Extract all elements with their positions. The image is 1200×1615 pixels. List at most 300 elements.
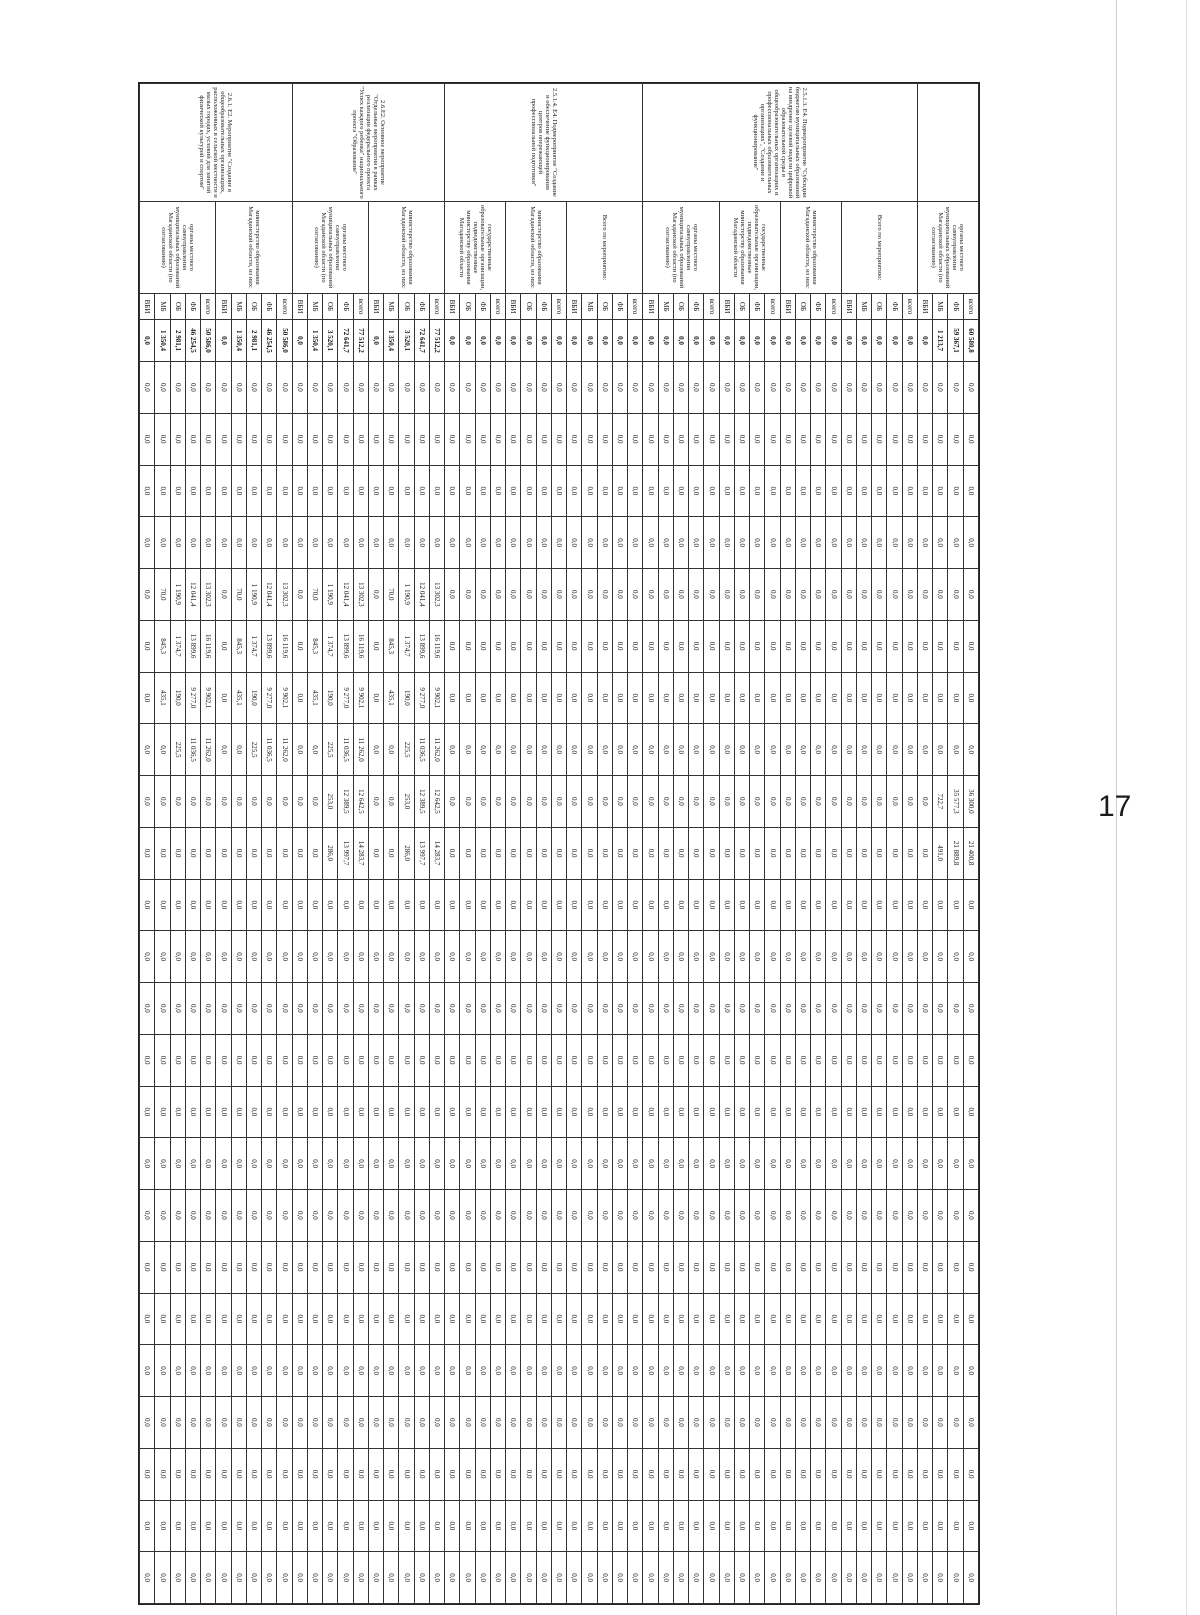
value-cell: 0,0: [414, 465, 429, 517]
value-cell: 845,3: [384, 620, 399, 672]
value-cell: 0,0: [719, 1552, 734, 1604]
value-cell: 0,0: [369, 672, 384, 724]
source-cell: ФБ: [186, 294, 201, 320]
value-cell: 0,0: [826, 827, 841, 879]
total-cell: 0,0: [567, 320, 582, 362]
value-cell: 0,0: [689, 1397, 704, 1449]
value-cell: 0,0: [613, 672, 628, 724]
value-cell: 0,0: [308, 1397, 323, 1449]
value-cell: 0,0: [430, 465, 445, 517]
value-cell: 0,0: [887, 983, 902, 1035]
value-cell: 0,0: [170, 465, 185, 517]
value-cell: 0,0: [460, 620, 475, 672]
total-cell: 0,0: [704, 320, 719, 362]
value-cell: 0,0: [796, 827, 811, 879]
value-cell: 0,0: [155, 931, 170, 983]
value-cell: 0,0: [460, 1552, 475, 1604]
value-cell: 0,0: [338, 413, 353, 465]
value-cell: 0,0: [689, 1086, 704, 1138]
value-cell: 0,0: [902, 1190, 917, 1242]
value-cell: 0,0: [552, 569, 567, 621]
value-cell: 0,0: [780, 1086, 795, 1138]
value-cell: 0,0: [308, 1552, 323, 1604]
value-cell: 0,0: [826, 362, 841, 414]
value-cell: 11 262,0: [201, 724, 216, 776]
value-cell: 0,0: [658, 1397, 673, 1449]
value-cell: 0,0: [338, 1500, 353, 1552]
value-cell: 0,0: [963, 983, 978, 1035]
value-cell: 0,0: [811, 879, 826, 931]
activity-cell: 2.5.1.3. Е4. Подмероприятие "Субсидии бюджетам муниципальных образований на внедрение целевой модели цифровой образовательной среды в общеобразовательных организациях и профессиональных образовательных организациях", "Создание и функционирование": [643, 84, 918, 202]
value-cell: 0,0: [658, 517, 673, 569]
value-cell: 0,0: [292, 517, 307, 569]
value-cell: 0,0: [796, 569, 811, 621]
source-cell: МБ: [857, 294, 872, 320]
value-cell: 0,0: [963, 879, 978, 931]
value-cell: 0,0: [887, 413, 902, 465]
value-cell: 0,0: [521, 413, 536, 465]
value-cell: 0,0: [872, 1293, 887, 1345]
value-cell: 0,0: [597, 517, 612, 569]
value-cell: 0,0: [872, 1552, 887, 1604]
value-cell: 0,0: [750, 1345, 765, 1397]
value-cell: 0,0: [247, 1397, 262, 1449]
value-cell: 0,0: [841, 569, 856, 621]
table-row: [140, 84, 156, 1604]
value-cell: 0,0: [765, 672, 780, 724]
value-cell: 0,0: [155, 983, 170, 1035]
value-cell: 0,0: [491, 1034, 506, 1086]
value-cell: 0,0: [491, 1086, 506, 1138]
value-cell: 0,0: [963, 1034, 978, 1086]
value-cell: 0,0: [780, 1190, 795, 1242]
value-cell: 9 902,1: [277, 672, 292, 724]
value-cell: 0,0: [887, 362, 902, 414]
value-cell: 0,0: [308, 413, 323, 465]
value-cell: 0,0: [841, 362, 856, 414]
value-cell: 0,0: [780, 1448, 795, 1500]
value-cell: 0,0: [491, 1138, 506, 1190]
value-cell: 0,0: [597, 776, 612, 828]
value-cell: 0,0: [460, 1190, 475, 1242]
value-cell: 0,0: [552, 1397, 567, 1449]
value-cell: 0,0: [201, 1345, 216, 1397]
value-cell: 0,0: [308, 776, 323, 828]
value-cell: 0,0: [704, 413, 719, 465]
table-row: [521, 84, 536, 1604]
total-cell: 3 520,1: [399, 320, 414, 362]
value-cell: 0,0: [643, 362, 658, 414]
value-cell: 0,0: [506, 1500, 521, 1552]
value-cell: 0,0: [430, 1345, 445, 1397]
value-cell: 0,0: [369, 1552, 384, 1604]
value-cell: 0,0: [353, 1293, 368, 1345]
table-row: [963, 84, 978, 1604]
value-cell: 0,0: [841, 983, 856, 1035]
value-cell: 0,0: [933, 1034, 948, 1086]
value-cell: 11 262,0: [430, 724, 445, 776]
source-cell: ВБИ: [369, 294, 384, 320]
value-cell: 0,0: [262, 1293, 277, 1345]
value-cell: 0,0: [780, 931, 795, 983]
value-cell: 0,0: [765, 724, 780, 776]
value-cell: 0,0: [796, 1552, 811, 1604]
value-cell: 0,0: [567, 1086, 582, 1138]
value-cell: 0,0: [735, 931, 750, 983]
value-cell: 0,0: [369, 1448, 384, 1500]
value-cell: 0,0: [521, 1397, 536, 1449]
table-row: [811, 84, 826, 1604]
value-cell: 0,0: [292, 620, 307, 672]
value-cell: 0,0: [780, 569, 795, 621]
value-cell: 0,0: [704, 1500, 719, 1552]
value-cell: 0,0: [384, 1500, 399, 1552]
value-cell: 0,0: [613, 1293, 628, 1345]
value-cell: 0,0: [567, 879, 582, 931]
value-cell: 0,0: [460, 879, 475, 931]
value-cell: 0,0: [613, 931, 628, 983]
value-cell: 0,0: [948, 1397, 963, 1449]
table-row: [170, 84, 185, 1604]
value-cell: 0,0: [750, 931, 765, 983]
value-cell: 0,0: [597, 1293, 612, 1345]
source-cell: МБ: [582, 294, 597, 320]
value-cell: 0,0: [353, 1448, 368, 1500]
value-cell: 0,0: [475, 827, 490, 879]
value-cell: 0,0: [811, 517, 826, 569]
value-cell: 435,1: [231, 672, 246, 724]
value-cell: 0,0: [811, 672, 826, 724]
value-cell: 0,0: [491, 1500, 506, 1552]
total-cell: 0,0: [628, 320, 643, 362]
value-cell: 0,0: [491, 362, 506, 414]
value-cell: 0,0: [948, 1138, 963, 1190]
value-cell: 0,0: [399, 1190, 414, 1242]
value-cell: 0,0: [582, 1552, 597, 1604]
source-cell: МБ: [231, 294, 246, 320]
value-cell: 225,5: [399, 724, 414, 776]
responsible-cell: Всего по мероприятию:: [567, 202, 643, 294]
value-cell: 0,0: [506, 1448, 521, 1500]
value-cell: 0,0: [277, 1448, 292, 1500]
value-cell: 0,0: [491, 1293, 506, 1345]
responsible-cell: министерство образования Магаданской области, из них:: [369, 202, 445, 294]
value-cell: 0,0: [658, 776, 673, 828]
value-cell: 0,0: [262, 776, 277, 828]
value-cell: 13 302,3: [201, 569, 216, 621]
value-cell: 0,0: [841, 1241, 856, 1293]
value-cell: 0,0: [292, 724, 307, 776]
value-cell: 0,0: [597, 1034, 612, 1086]
value-cell: 0,0: [414, 1552, 429, 1604]
value-cell: 0,0: [460, 1345, 475, 1397]
value-cell: 0,0: [536, 620, 551, 672]
value-cell: 21 889,8: [948, 827, 963, 879]
value-cell: 0,0: [796, 931, 811, 983]
value-cell: 0,0: [552, 1552, 567, 1604]
value-cell: 0,0: [765, 776, 780, 828]
value-cell: 0,0: [445, 569, 460, 621]
value-cell: 0,0: [658, 465, 673, 517]
value-cell: 0,0: [140, 620, 156, 672]
value-cell: 0,0: [384, 1034, 399, 1086]
value-cell: 0,0: [628, 1034, 643, 1086]
value-cell: 0,0: [674, 1034, 689, 1086]
value-cell: 0,0: [323, 1500, 338, 1552]
value-cell: 0,0: [338, 1190, 353, 1242]
value-cell: 0,0: [201, 1138, 216, 1190]
value-cell: 0,0: [399, 1034, 414, 1086]
value-cell: 0,0: [140, 1293, 156, 1345]
value-cell: 0,0: [628, 1500, 643, 1552]
value-cell: 0,0: [933, 672, 948, 724]
value-cell: 0,0: [887, 827, 902, 879]
value-cell: 1 374,7: [247, 620, 262, 672]
value-cell: 0,0: [216, 931, 231, 983]
value-cell: 0,0: [308, 931, 323, 983]
value-cell: 0,0: [155, 1190, 170, 1242]
value-cell: 0,0: [613, 1397, 628, 1449]
value-cell: 0,0: [750, 620, 765, 672]
value-cell: 0,0: [902, 672, 917, 724]
responsible-cell: органы местного самоуправления муниципальных образований Магаданской области (по согласованию): [643, 202, 719, 294]
value-cell: 0,0: [460, 413, 475, 465]
value-cell: 0,0: [216, 569, 231, 621]
total-cell: 0,0: [918, 320, 933, 362]
total-cell: 0,0: [841, 320, 856, 362]
source-cell: ОБ: [460, 294, 475, 320]
total-cell: 0,0: [216, 320, 231, 362]
source-cell: ОБ: [247, 294, 262, 320]
value-cell: 0,0: [506, 413, 521, 465]
value-cell: 0,0: [933, 1241, 948, 1293]
value-cell: 0,0: [567, 1241, 582, 1293]
value-cell: 0,0: [704, 620, 719, 672]
value-cell: 0,0: [750, 827, 765, 879]
value-cell: 0,0: [475, 1138, 490, 1190]
value-cell: 0,0: [719, 879, 734, 931]
value-cell: 0,0: [811, 1086, 826, 1138]
value-cell: 0,0: [247, 1034, 262, 1086]
value-cell: 0,0: [628, 465, 643, 517]
value-cell: 0,0: [826, 517, 841, 569]
value-cell: 0,0: [704, 1034, 719, 1086]
value-cell: 0,0: [308, 465, 323, 517]
value-cell: 0,0: [170, 1190, 185, 1242]
value-cell: 9 902,1: [353, 672, 368, 724]
value-cell: 0,0: [796, 672, 811, 724]
value-cell: 0,0: [933, 413, 948, 465]
value-cell: 0,0: [201, 931, 216, 983]
value-cell: 0,0: [582, 724, 597, 776]
value-cell: 0,0: [567, 931, 582, 983]
table-row: [765, 84, 780, 1604]
value-cell: 0,0: [536, 1241, 551, 1293]
value-cell: 0,0: [735, 1190, 750, 1242]
value-cell: 0,0: [719, 1138, 734, 1190]
value-cell: 0,0: [689, 569, 704, 621]
value-cell: 16 119,6: [277, 620, 292, 672]
responsible-cell: государственные образовательные организации, подведомственные министерству образования Магаданской области: [445, 202, 506, 294]
source-cell: ОБ: [521, 294, 536, 320]
value-cell: 0,0: [689, 1190, 704, 1242]
value-cell: 0,0: [536, 465, 551, 517]
value-cell: 0,0: [430, 1293, 445, 1345]
table-row: [872, 84, 887, 1604]
value-cell: 0,0: [277, 827, 292, 879]
value-cell: 0,0: [262, 1034, 277, 1086]
value-cell: 0,0: [750, 1552, 765, 1604]
value-cell: 0,0: [521, 1138, 536, 1190]
value-cell: 0,0: [887, 1241, 902, 1293]
value-cell: 0,0: [475, 569, 490, 621]
value-cell: 0,0: [689, 1448, 704, 1500]
value-cell: 0,0: [735, 879, 750, 931]
value-cell: 0,0: [491, 465, 506, 517]
value-cell: 0,0: [399, 465, 414, 517]
value-cell: 0,0: [247, 1086, 262, 1138]
value-cell: 0,0: [841, 620, 856, 672]
value-cell: 0,0: [262, 1241, 277, 1293]
value-cell: 0,0: [231, 1552, 246, 1604]
table-row: [247, 84, 262, 1604]
value-cell: 0,0: [353, 1241, 368, 1293]
value-cell: 0,0: [567, 1034, 582, 1086]
value-cell: 0,0: [643, 1345, 658, 1397]
value-cell: 0,0: [704, 1138, 719, 1190]
value-cell: 0,0: [140, 879, 156, 931]
value-cell: 0,0: [735, 517, 750, 569]
table-row: [750, 84, 765, 1604]
value-cell: 0,0: [186, 1448, 201, 1500]
value-cell: 0,0: [292, 1034, 307, 1086]
value-cell: 0,0: [521, 983, 536, 1035]
value-cell: 0,0: [841, 413, 856, 465]
table-row: [460, 84, 475, 1604]
value-cell: 0,0: [841, 931, 856, 983]
value-cell: 0,0: [857, 1138, 872, 1190]
source-cell: ФБ: [689, 294, 704, 320]
total-cell: 0,0: [597, 320, 612, 362]
value-cell: 0,0: [170, 827, 185, 879]
value-cell: 0,0: [902, 776, 917, 828]
value-cell: 0,0: [750, 1138, 765, 1190]
value-cell: 0,0: [963, 620, 978, 672]
total-cell: 0,0: [826, 320, 841, 362]
table-row: [277, 84, 292, 1604]
value-cell: 0,0: [155, 724, 170, 776]
table-row: [796, 84, 811, 1604]
total-cell: 2 981,1: [247, 320, 262, 362]
value-cell: 0,0: [857, 1397, 872, 1449]
source-cell: всего: [552, 294, 567, 320]
value-cell: 0,0: [704, 1241, 719, 1293]
value-cell: 0,0: [902, 517, 917, 569]
value-cell: 0,0: [262, 827, 277, 879]
table-row: [567, 84, 582, 1604]
value-cell: 0,0: [872, 1034, 887, 1086]
total-cell: 77 512,2: [430, 320, 445, 362]
value-cell: 0,0: [247, 1138, 262, 1190]
total-cell: 0,0: [445, 320, 460, 362]
value-cell: 0,0: [719, 776, 734, 828]
total-cell: 0,0: [140, 320, 156, 362]
value-cell: 0,0: [628, 1397, 643, 1449]
value-cell: 0,0: [643, 672, 658, 724]
value-cell: 0,0: [872, 620, 887, 672]
value-cell: 0,0: [262, 1448, 277, 1500]
value-cell: 0,0: [704, 465, 719, 517]
value-cell: 0,0: [414, 1345, 429, 1397]
value-cell: 0,0: [475, 465, 490, 517]
value-cell: 0,0: [353, 1034, 368, 1086]
value-cell: 0,0: [719, 1500, 734, 1552]
value-cell: 0,0: [780, 1034, 795, 1086]
value-cell: 0,0: [308, 517, 323, 569]
value-cell: 0,0: [384, 827, 399, 879]
value-cell: 0,0: [491, 1448, 506, 1500]
value-cell: 0,0: [613, 362, 628, 414]
value-cell: 0,0: [735, 465, 750, 517]
value-cell: 0,0: [445, 983, 460, 1035]
value-cell: 0,0: [933, 620, 948, 672]
value-cell: 0,0: [567, 672, 582, 724]
table-row: [384, 84, 399, 1604]
value-cell: 0,0: [140, 1448, 156, 1500]
total-cell: 0,0: [369, 320, 384, 362]
value-cell: 0,0: [170, 413, 185, 465]
value-cell: 0,0: [658, 1448, 673, 1500]
value-cell: 0,0: [353, 1086, 368, 1138]
value-cell: 0,0: [674, 1500, 689, 1552]
value-cell: 286,0: [323, 827, 338, 879]
value-cell: 0,0: [155, 1448, 170, 1500]
value-cell: 0,0: [933, 1500, 948, 1552]
value-cell: 0,0: [338, 362, 353, 414]
value-cell: 0,0: [704, 931, 719, 983]
value-cell: 0,0: [445, 1086, 460, 1138]
value-cell: 0,0: [323, 517, 338, 569]
value-cell: 0,0: [597, 1086, 612, 1138]
value-cell: 0,0: [780, 1397, 795, 1449]
value-cell: 0,0: [170, 1345, 185, 1397]
value-cell: 0,0: [643, 983, 658, 1035]
value-cell: 0,0: [170, 1397, 185, 1449]
value-cell: 9 277,0: [414, 672, 429, 724]
value-cell: 0,0: [155, 362, 170, 414]
value-cell: 0,0: [247, 827, 262, 879]
value-cell: 0,0: [689, 517, 704, 569]
value-cell: 0,0: [704, 1345, 719, 1397]
value-cell: 0,0: [445, 827, 460, 879]
value-cell: 0,0: [933, 1552, 948, 1604]
value-cell: 0,0: [247, 1448, 262, 1500]
value-cell: 0,0: [155, 1345, 170, 1397]
source-cell: всего: [628, 294, 643, 320]
total-cell: 0,0: [536, 320, 551, 362]
value-cell: 35 577,3: [948, 776, 963, 828]
value-cell: 0,0: [262, 931, 277, 983]
value-cell: 0,0: [780, 620, 795, 672]
value-cell: 0,0: [704, 1448, 719, 1500]
value-cell: 0,0: [170, 1500, 185, 1552]
value-cell: 0,0: [475, 1034, 490, 1086]
total-cell: 2 981,1: [170, 320, 185, 362]
value-cell: 0,0: [765, 1293, 780, 1345]
source-cell: ФБ: [811, 294, 826, 320]
value-cell: 0,0: [536, 1345, 551, 1397]
value-cell: 0,0: [841, 465, 856, 517]
